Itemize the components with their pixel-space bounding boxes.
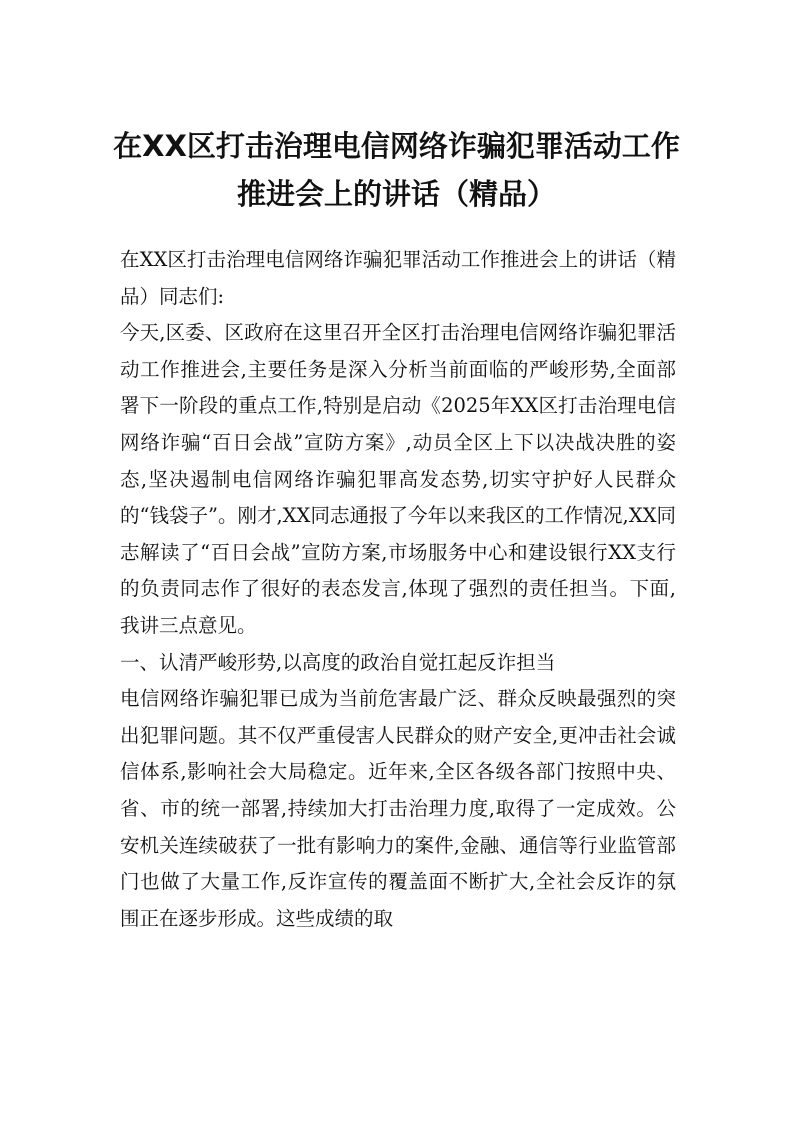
section-heading-1: 一、认清严峻形势,以高度的政治自觉扛起反诈担当 <box>120 650 556 674</box>
paragraph-intro: 在XX区打击治理电信网络诈骗犯罪活动工作推进会上的讲话（精品）同志们: <box>120 248 676 308</box>
paragraph-opening: 今天,区委、区政府在这里召开全区打击治理电信网络诈骗犯罪活动工作推进会,主要任务是深入分析当前面临的严峻形势,全面部署下一阶段的重点工作,特别是启动《2025年XX区打击治理电信网络诈骗“百日会战”宣防方案》,动员全区上下以决战决胜的姿态,坚决遏制电信网络诈骗犯罪高发态势,切实守护好人民群众的“钱袋子”。刚才,XX同志通报了今年以来我区的工作情况,XX同志解读了“百日会战”宣防方案,市场服务中心和建设银行XX支行的负责同志作了很好的表态发言,体现了强烈的责任担当。下面,我讲三点意见。 <box>120 321 676 637</box>
document-body <box>120 242 676 937</box>
paragraph-section-1: 电信网络诈骗犯罪已成为当前危害最广泛、群众反映最强烈的突出犯罪问题。其不仅严重侵害人民群众的财产安全,更冲击社会诚信体系,影响社会大局稳定。近年来,全区各级各部门按照中央、省、市的统一部署,持续加大打击治理力度,取得了一定成效。公安机关连续破获了一批有影响力的案件,金融、通信等行业监管部门也做了大量工作,反诈宣传的覆盖面不断扩大,全社会反诈的氛围正在逐步形成。这些成绩的取 <box>120 687 676 930</box>
document-title: 在XX区打击治理电信网络诈骗犯罪活动工作推进会上的讲话（精品） <box>113 129 680 211</box>
